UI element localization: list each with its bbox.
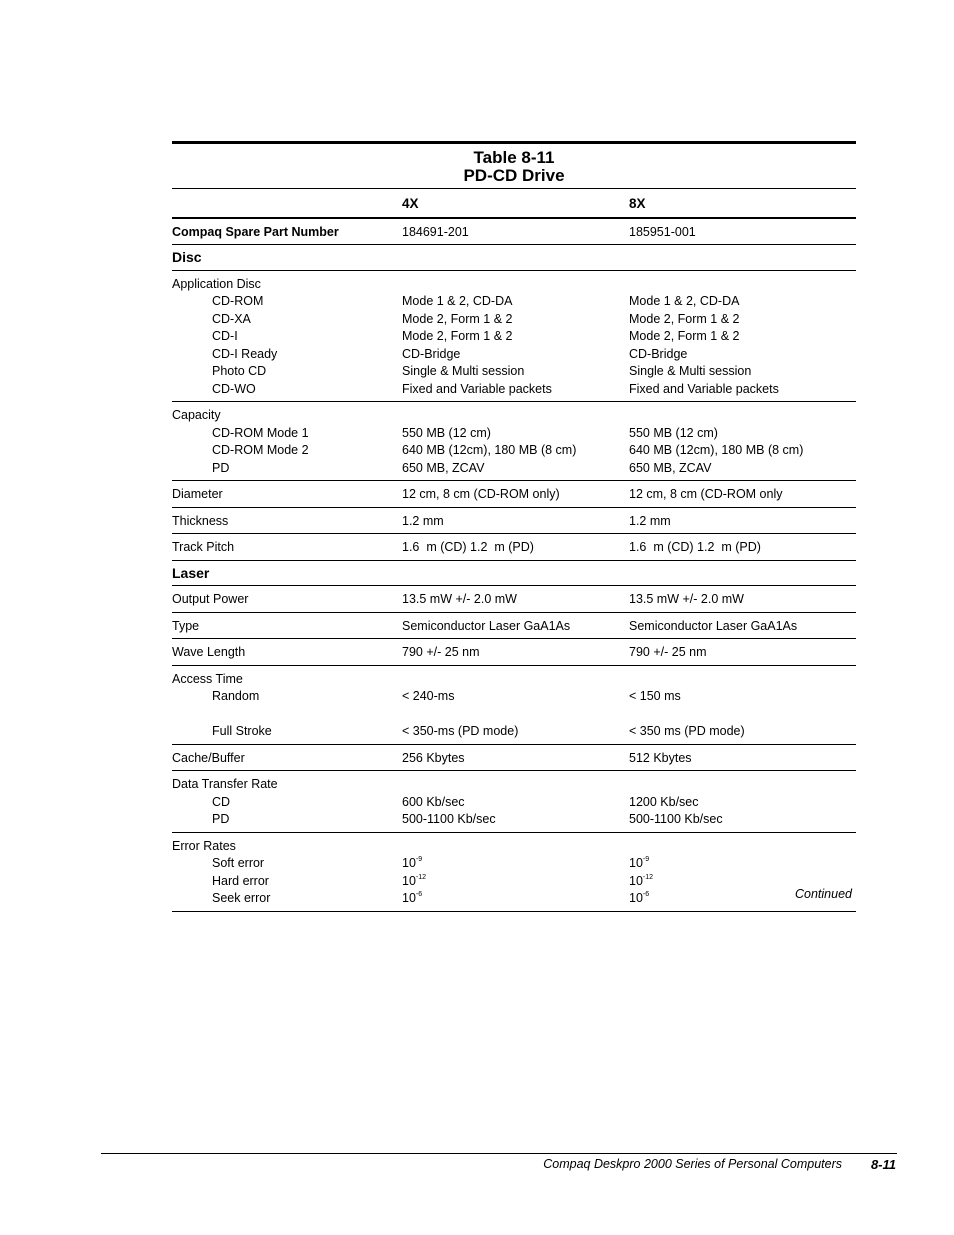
sub-label: CD-ROM Mode 1: [212, 425, 309, 440]
value-4x: < 350-ms (PD mode): [402, 724, 519, 738]
sub-label: Photo CD: [212, 364, 267, 378]
type-4x: Semiconductor Laser GaA1As: [402, 612, 629, 639]
value-8x: $10^{-6}$: [629, 891, 650, 905]
data-transfer-label: Data Transfer Rate: [172, 777, 278, 791]
value-4x: 650 MB, ZCAV: [402, 460, 485, 475]
table-row: [172, 218, 856, 245]
cache-buffer-label: Cache/Buffer: [172, 744, 402, 771]
table-row: [172, 402, 856, 481]
output-power-8x: 13.5 mW +/- 2.0 mW: [629, 586, 856, 613]
spare-part-4x: 184691-201: [402, 218, 629, 245]
value-8x: Mode 2, Form 1 & 2: [629, 329, 740, 343]
thickness-4x: 1.2 mm: [402, 507, 629, 534]
access-time-label: Access Time: [172, 671, 243, 686]
thickness-label: Thickness: [172, 507, 402, 534]
thickness-8x: 1.2 mm: [629, 507, 856, 534]
track-pitch-4x: 1.6 m (CD) 1.2 m (PD): [402, 534, 629, 561]
table-row: [172, 507, 856, 534]
section-laser-label: Laser: [172, 560, 856, 586]
table-row: [172, 586, 856, 613]
table-title: PD-CD Drive: [463, 166, 565, 185]
value-4x: 600 Kb/sec: [402, 794, 465, 809]
track-pitch-label: Track Pitch: [172, 534, 402, 561]
continued-note: Continued: [795, 887, 852, 901]
value-4x: 500-1100 Kb/sec: [402, 812, 496, 826]
wave-length-label: Wave Length: [172, 639, 402, 666]
footer-title: Compaq Deskpro 2000 Series of Personal Computers: [543, 1157, 842, 1171]
value-8x: Single & Multi session: [629, 364, 752, 378]
header-8x: 8X: [629, 189, 856, 218]
value-8x: CD-Bridge: [629, 346, 688, 361]
application-disc-label: Application Disc: [172, 276, 261, 291]
cache-buffer-8x: 512 Kbytes: [629, 744, 856, 771]
table-row: [172, 771, 856, 833]
table-row: [172, 612, 856, 639]
sub-label: PD: [212, 460, 230, 475]
track-pitch-8x: 1.6 m (CD) 1.2 m (PD): [629, 534, 856, 561]
sub-label: CD-ROM Mode 2: [212, 443, 309, 457]
sub-label: CD-WO: [212, 381, 256, 396]
table-row: [172, 744, 856, 771]
sub-label: Random: [212, 689, 260, 703]
sub-label: CD-I: [212, 329, 238, 343]
value-8x: 500-1100 Kb/sec: [629, 812, 723, 826]
value-4x: Fixed and Variable packets: [402, 381, 552, 396]
value-8x: 650 MB, ZCAV: [629, 460, 712, 475]
table-row: [172, 665, 856, 744]
sub-label: CD-XA: [212, 311, 251, 326]
value-8x: 1200 Kb/sec: [629, 794, 699, 809]
table-number: Table 8-11: [473, 148, 555, 167]
capacity-label: Capacity: [172, 408, 221, 422]
value-4x: 550 MB (12 cm): [402, 425, 491, 440]
table-row: [172, 270, 856, 402]
value-8x: < 350 ms (PD mode): [629, 724, 745, 738]
value-4x: < 240-ms: [402, 689, 455, 703]
value-4x: $10^{-6}$: [402, 891, 423, 905]
sub-label: CD-ROM: [212, 294, 264, 308]
header-row: [172, 189, 856, 218]
header-blank: [172, 189, 402, 218]
value-8x: < 150 ms: [629, 689, 681, 703]
table-row: [172, 639, 856, 666]
error-rates-label: Error Rates: [172, 838, 236, 853]
diameter-4x: 12 cm, 8 cm (CD-ROM only): [402, 481, 629, 508]
table-row: [172, 832, 856, 911]
value-8x: 640 MB (12cm), 180 MB (8 cm): [629, 443, 804, 457]
sub-label: CD-I Ready: [212, 346, 278, 361]
value-4x: Mode 2, Form 1 & 2: [402, 311, 513, 326]
sub-label: Soft error: [212, 856, 265, 870]
sub-label: Full Stroke: [212, 724, 272, 738]
value-8x: Mode 2, Form 1 & 2: [629, 311, 740, 326]
spare-part-label: Compaq Spare Part Number: [172, 218, 402, 245]
sub-label: PD: [212, 812, 230, 826]
wave-length-8x: 790 +/- 25 nm: [629, 639, 856, 666]
value-4x: CD-Bridge: [402, 346, 461, 361]
value-8x: 550 MB (12 cm): [629, 425, 718, 440]
header-4x: 4X: [402, 189, 629, 218]
section-row: [172, 560, 856, 586]
diameter-8x: 12 cm, 8 cm (CD-ROM only: [629, 481, 856, 508]
section-row: [172, 245, 856, 271]
value-4x: Single & Multi session: [402, 364, 525, 378]
page-number: 8-11: [870, 1157, 896, 1172]
type-8x: Semiconductor Laser GaA1As: [629, 612, 856, 639]
sub-label: Seek error: [212, 891, 271, 905]
diameter-label: Diameter: [172, 481, 402, 508]
value-8x: $10^{-9}$: [629, 856, 650, 870]
table-row: [172, 481, 856, 508]
value-8x: $10^{-12}$: [629, 873, 654, 888]
sub-label: CD: [212, 794, 231, 809]
value-4x: Mode 2, Form 1 & 2: [402, 329, 513, 343]
value-8x: Fixed and Variable packets: [629, 381, 779, 396]
value-8x: Mode 1 & 2, CD-DA: [629, 294, 740, 308]
type-label: Type: [172, 612, 402, 639]
cache-buffer-4x: 256 Kbytes: [402, 744, 629, 771]
table-row: [172, 534, 856, 561]
value-4x: $10^{-9}$: [402, 856, 423, 870]
value-4x: $10^{-12}$: [402, 873, 427, 888]
output-power-label: Output Power: [172, 586, 402, 613]
pd-cd-drive-table: [172, 141, 856, 912]
table-caption: [172, 144, 856, 189]
output-power-4x: 13.5 mW +/- 2.0 mW: [402, 586, 629, 613]
value-4x: Mode 1 & 2, CD-DA: [402, 294, 513, 308]
sub-label: Hard error: [212, 873, 269, 888]
spare-part-8x: 185951-001: [629, 218, 856, 245]
wave-length-4x: 790 +/- 25 nm: [402, 639, 629, 666]
footer-rule: [101, 1153, 897, 1154]
value-4x: 640 MB (12cm), 180 MB (8 cm): [402, 443, 577, 457]
section-disc-label: Disc: [172, 245, 856, 271]
spec-table: [172, 189, 856, 912]
